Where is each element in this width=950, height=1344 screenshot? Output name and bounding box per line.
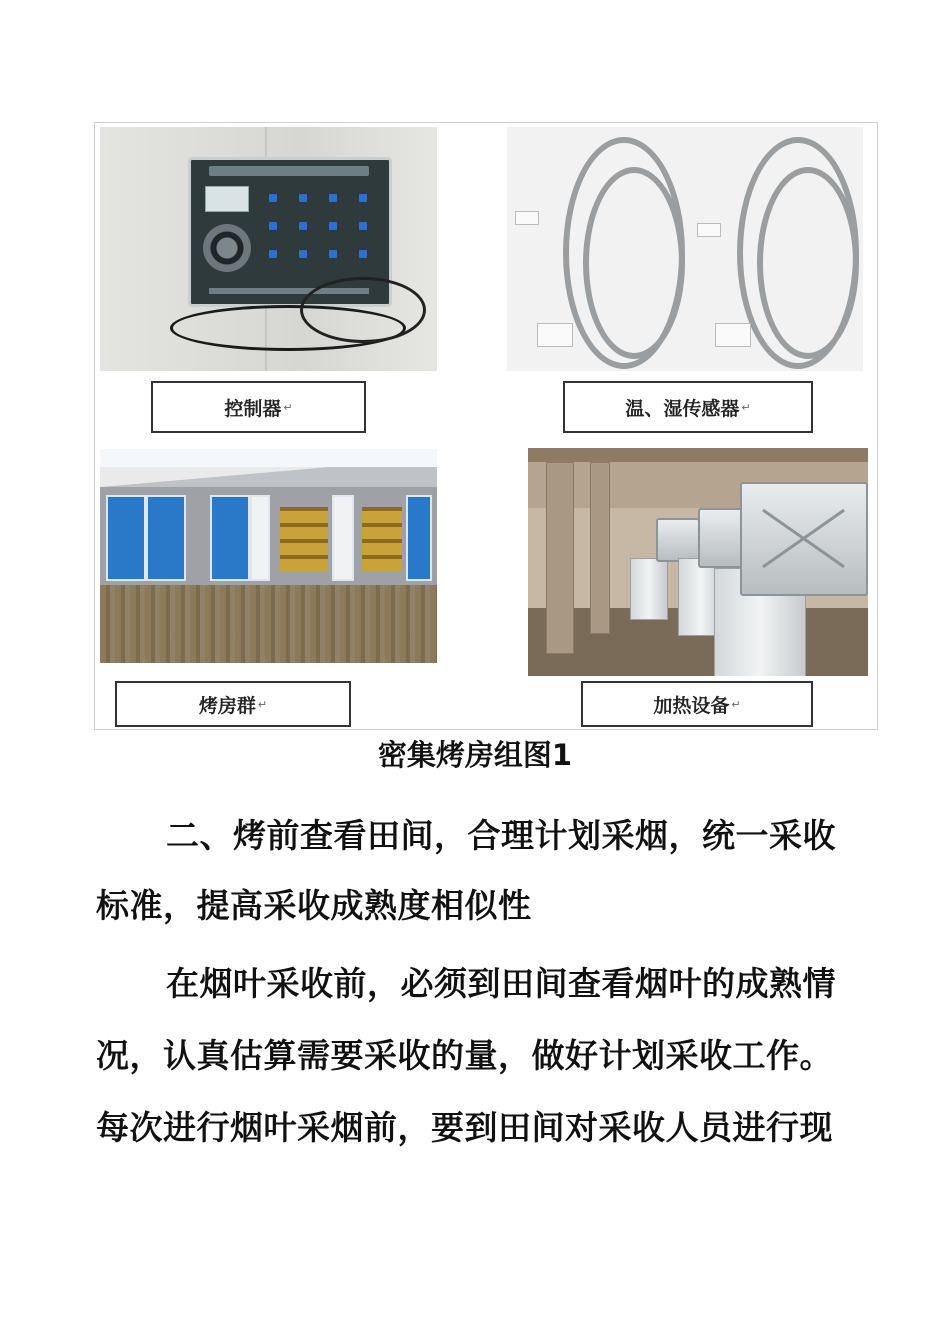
roof: [100, 467, 437, 487]
panel-button: [269, 222, 277, 230]
curing-houses-photo: [100, 449, 437, 663]
heating-device-photo: [528, 448, 868, 676]
section-heading-line: 二、烤前查看田间，合理计划采烟，统一采收: [166, 816, 836, 855]
heater-box-large: [740, 482, 868, 596]
sensor-plug: [515, 211, 539, 225]
body-line: 每次进行烟叶采烟前，要到田间对采收人员进行现: [96, 1108, 833, 1147]
tobacco-rack: [280, 507, 328, 571]
controller-label-text: 控制器: [224, 397, 282, 420]
panel-button: [359, 194, 367, 202]
panel-button: [299, 194, 307, 202]
panel-button: [269, 194, 277, 202]
panel-button: [299, 222, 307, 230]
curing-houses-label: [115, 681, 351, 727]
panel-button: [329, 250, 337, 258]
panel-button: [359, 250, 367, 258]
figure-caption: 密集烤房组图1: [377, 738, 573, 772]
sensor-photo: [507, 127, 863, 371]
sensor-cable-coil: [583, 167, 685, 359]
blue-door: [106, 495, 146, 581]
controller-photo: [100, 127, 437, 371]
heating-device-label: [581, 681, 813, 727]
sensor-label: [563, 381, 813, 433]
ground: [100, 585, 437, 663]
panel-button: [329, 222, 337, 230]
pillar: [590, 462, 610, 634]
heater-tank: [630, 558, 668, 620]
panel-dial: [203, 224, 251, 272]
body-line: 况，认真估算需要采收的量，做好计划采收工作。: [96, 1036, 833, 1075]
body-line: 在烟叶采收前，必须到田间查看烟叶的成熟情: [166, 964, 836, 1003]
blue-door: [406, 495, 432, 581]
panel-button: [269, 250, 277, 258]
photo-figure: [94, 122, 878, 730]
sensor-plug: [537, 323, 573, 347]
blue-door: [210, 495, 250, 581]
return-mark: ↵: [741, 400, 751, 414]
panel-button: [329, 194, 337, 202]
panel-button: [359, 222, 367, 230]
section-heading-line: 标准，提高采收成熟度相似性: [96, 886, 532, 925]
heating-device-label-text: 加热设备: [653, 694, 730, 717]
open-door: [250, 495, 270, 581]
panel-button: [299, 250, 307, 258]
return-mark: ↵: [283, 400, 293, 414]
panel-display: [205, 186, 249, 212]
blue-door: [146, 495, 186, 581]
sensor-plug: [697, 223, 721, 237]
controller-cable: [300, 277, 426, 343]
sensor-plug: [715, 323, 751, 347]
sensor-cable-coil: [757, 167, 859, 359]
open-door: [332, 495, 354, 581]
panel-title-strip: [209, 166, 369, 176]
pillar: [546, 462, 574, 654]
controller-label: [151, 381, 366, 433]
curing-houses-label-text: 烤房群: [198, 694, 256, 717]
return-mark: ↵: [257, 697, 268, 711]
sensor-label-text: 温、湿传感器: [625, 397, 740, 420]
tobacco-rack: [362, 507, 402, 571]
heater-box: [656, 518, 700, 562]
return-mark: ↵: [731, 697, 741, 711]
